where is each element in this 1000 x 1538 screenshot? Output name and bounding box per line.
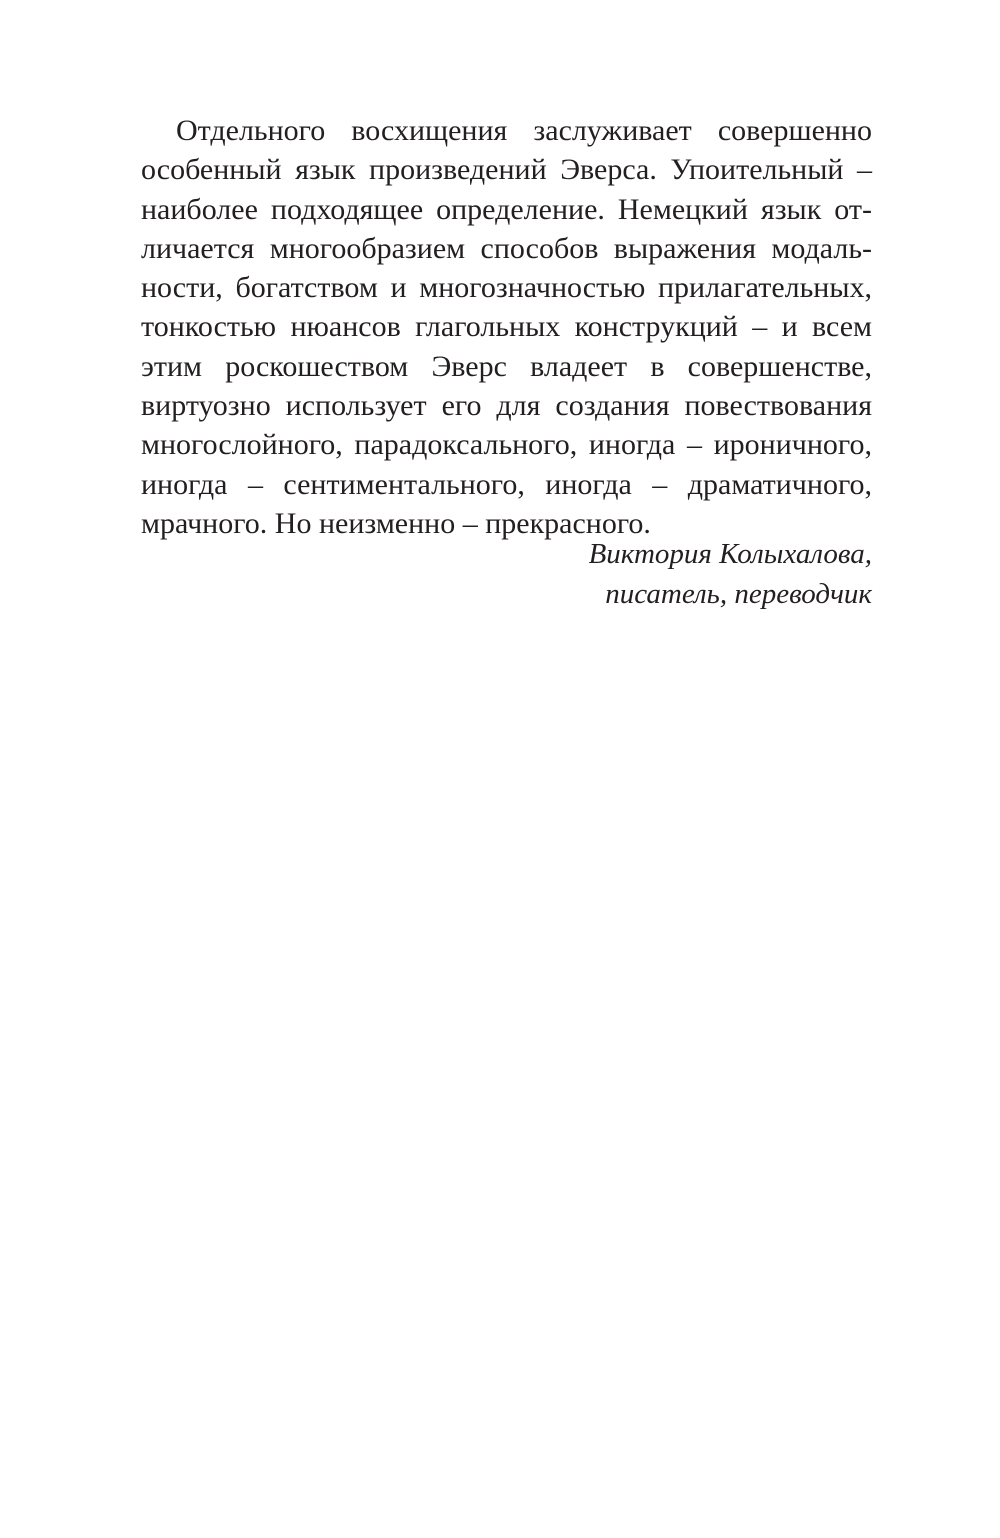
paragraph-line: многослойного, парадоксального, иногда – ироничного,: [141, 428, 872, 462]
paragraph-line: ности, богатством и многозначностью прилагательных,: [141, 271, 872, 305]
signature-name: Виктория Колыхалова,: [588, 538, 872, 570]
paragraph-line: этим роскошеством Эверс владеет в совершенстве,: [141, 349, 872, 383]
body-paragraph: [141, 111, 872, 543]
paragraph-line: тонкостью нюансов глагольных конструкций – и всем: [141, 310, 872, 344]
paragraph-line: наиболее подходящее определение. Немецкий язык от-: [141, 192, 872, 226]
paragraph-line: мрачного. Но неизменно – прекрасного.: [141, 506, 651, 540]
paragraph-line: виртуозно использует его для создания повествования: [141, 389, 872, 423]
paragraph-line: личается многообразием способов выражения модаль-: [141, 231, 872, 265]
signature-block: [372, 534, 872, 614]
paragraph-line: Отдельного восхищения заслуживает совершенно: [176, 114, 872, 147]
signature-role: писатель, переводчик: [605, 578, 872, 610]
paragraph-line: иногда – сентиментального, иногда – драматичного,: [141, 467, 872, 501]
paragraph-line: особенный язык произведений Эверса. Упоительный –: [141, 153, 872, 187]
